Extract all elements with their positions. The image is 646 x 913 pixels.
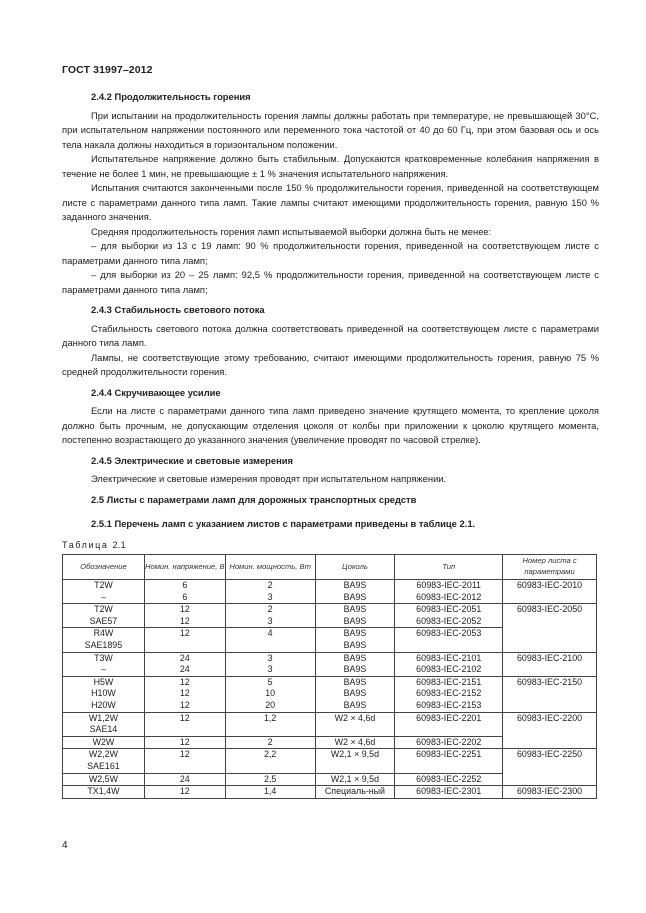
table-row	[63, 676, 597, 712]
cell-power-line: 20	[265, 699, 276, 710]
cell-designation-line: R4W	[93, 628, 114, 639]
paragraph: Испытания считаются законченными после 150 % продолжительности горения, приведенной на соответствующем листе с параметрами данного типа ламп. Такие лампы считают имеющими продолжительность горения, равную 150 % заданного значения.	[62, 182, 599, 222]
list-item: – для выборки из 20 – 25 ламп: 92,5 % продолжительности горения, приведенной на соответствующем листе с параметрами данного типа ламп;	[62, 269, 599, 295]
cell-type-line: 60983-IEC-2012	[416, 591, 482, 602]
cell-designation-line: H5W	[93, 676, 114, 687]
cell-type	[395, 736, 503, 749]
cell-voltage-line: 6	[182, 580, 188, 590]
cell-type	[395, 676, 503, 712]
cell-power	[225, 580, 315, 604]
cell-type	[395, 786, 503, 799]
cell-designation	[63, 786, 145, 799]
paragraph: Лампы, не соответствующие этому требованию, считают имеющими продолжительность горения, равную 75 % средней продолжительности горения.	[62, 351, 599, 377]
cell-voltage-line: 12	[179, 688, 190, 699]
cell-base-line: BA9S	[343, 688, 367, 699]
paragraph: Электрические и световые измерения проводят при испытательном напряжении.	[91, 473, 447, 484]
cell-power	[225, 712, 315, 736]
header-designation: Обозначение	[63, 555, 145, 580]
cell-voltage-line: 12	[179, 749, 190, 760]
cell-base-line: BA9S	[343, 652, 367, 663]
cell-voltage	[144, 628, 225, 652]
cell-type-line: 60983-IEC-2052	[416, 615, 482, 626]
cell-designation-line: SAE1895	[84, 639, 123, 650]
cell-voltage	[144, 652, 225, 676]
cell-power-line: 2	[267, 736, 273, 747]
cell-base	[315, 628, 395, 652]
cell-designation-line: W2W	[92, 736, 115, 747]
cell-power-line: 3	[267, 652, 273, 663]
cell-power	[225, 676, 315, 712]
cell-designation-line: H20W	[91, 699, 116, 710]
cell-sheet-number: 60983-IEC-2200	[503, 712, 597, 749]
cell-base-line: Специаль-ный	[324, 786, 386, 797]
cell-designation-line: SAE14	[89, 724, 118, 735]
cell-base	[315, 712, 395, 736]
cell-sheet-number: 60983-IEC-2010	[503, 580, 597, 604]
cell-base	[315, 676, 395, 712]
cell-base-line: BA9S	[343, 628, 367, 639]
cell-voltage-line: 12	[179, 786, 190, 797]
cell-power-line: 2	[267, 580, 273, 590]
cell-designation-line: W1,2W	[88, 712, 118, 723]
cell-power-line: 1,4	[263, 786, 277, 797]
cell-power-line: 2	[267, 604, 273, 615]
cell-voltage	[144, 712, 225, 736]
cell-power-line: 2,2	[263, 749, 277, 760]
paragraph: Если на листе с параметрами данного типа ламп приведено значение крутящего момента, то крепление цоколя должно быть прочным, не допускающим отделения цоколя от колбы при приложении к цоколю крутящего момента, постепенно возрастающего до указанного значения (увеличение проводят по часовой стрелке).	[62, 405, 599, 445]
paragraph: Испытательное напряжение должно быть стабильным. Допускаются кратковременные колебания напряжения в течение не более 1 мин, не превышающие ± 1 % значения испытательного напряжения.	[62, 153, 599, 179]
table-caption-number: 2.1	[112, 539, 126, 550]
cell-voltage-line: 12	[179, 736, 190, 747]
cell-type-line: 60983-IEC-2251	[416, 749, 482, 760]
section-heading-2-5: 2.5 Листы с параметрами ламп для дорожных транспортных средств	[91, 493, 417, 505]
header-base: Цоколь	[315, 555, 395, 580]
cell-voltage	[144, 676, 225, 712]
table-row	[63, 580, 597, 604]
cell-voltage-line: 6	[182, 591, 188, 602]
cell-designation-line: SAE161	[87, 760, 120, 771]
cell-sheet-number: 60983-IEC-2150	[503, 676, 597, 712]
cell-designation	[63, 736, 145, 749]
cell-voltage-line: 24	[179, 664, 190, 675]
cell-voltage-line: 12	[179, 676, 190, 687]
table-row	[63, 749, 597, 773]
cell-base-line: BA9S	[343, 604, 367, 615]
cell-designation-line: W2,2W	[88, 749, 118, 760]
cell-type-line: 60983-IEC-2153	[416, 699, 482, 710]
cell-power	[225, 628, 315, 652]
cell-designation-line: –	[100, 664, 106, 675]
list-item: – для выборки из 13 с 19 ламп: 90 % продолжительности горения, приведенной на соответствующем листе с параметрами данного типа ламп;	[62, 240, 599, 266]
cell-type	[395, 712, 503, 736]
table-row	[63, 786, 597, 799]
cell-sheet-number: 60983-IEC-2250	[503, 749, 597, 786]
cell-designation-line: SAE57	[89, 615, 118, 626]
page-number: 4	[62, 840, 68, 851]
cell-type	[395, 604, 503, 628]
cell-voltage	[144, 736, 225, 749]
section-heading-2-5-1: 2.5.1 Перечень ламп с указанием листов с параметрами приведены в таблице 2.1.	[91, 518, 476, 529]
cell-base	[315, 786, 395, 799]
cell-base	[315, 604, 395, 628]
cell-base-line: BA9S	[343, 699, 367, 710]
lamp-table	[62, 554, 597, 799]
cell-base	[315, 652, 395, 676]
cell-power-line: 5	[267, 676, 273, 687]
cell-sheet-number: 60983-IEC-2050	[503, 604, 597, 652]
document-body	[62, 90, 599, 799]
cell-base-line: W2 × 4,6d	[334, 712, 376, 723]
cell-power-line: 3	[267, 615, 273, 626]
cell-designation	[63, 773, 145, 786]
table-header-row	[63, 555, 597, 580]
header-sheet-number: Номер листа с параметрами	[503, 555, 597, 580]
cell-voltage-line: 12	[179, 699, 190, 710]
cell-base	[315, 773, 395, 786]
cell-base-line: W2 × 4,6d	[334, 736, 376, 747]
cell-power	[225, 786, 315, 799]
cell-base-line: BA9S	[343, 615, 367, 626]
cell-designation-line: –	[100, 591, 106, 602]
cell-designation	[63, 712, 145, 736]
cell-designation	[63, 580, 145, 604]
cell-voltage-line: 12	[179, 615, 190, 626]
cell-voltage	[144, 580, 225, 604]
cell-type-line: 60983-IEC-2301	[416, 786, 482, 797]
header-type: Тип	[395, 555, 503, 580]
table-row	[63, 652, 597, 676]
cell-type-line: 60983-IEC-2252	[416, 773, 482, 784]
cell-designation-line: T2W	[94, 604, 113, 615]
cell-designation	[63, 628, 145, 652]
cell-power-line: 1,2	[263, 712, 277, 723]
header-power: Номин. мощность, Вт	[225, 555, 315, 580]
table-row	[63, 604, 597, 628]
cell-type	[395, 749, 503, 773]
cell-base-line: BA9S	[343, 676, 367, 687]
cell-type	[395, 652, 503, 676]
cell-designation	[63, 676, 145, 712]
cell-voltage-line: 24	[179, 652, 190, 663]
cell-power-line: 2,5	[263, 773, 277, 784]
cell-designation-line: T2W	[94, 580, 113, 590]
table-body	[63, 580, 597, 799]
cell-base-line: W2,1 × 9,5d	[330, 749, 380, 760]
cell-base	[315, 580, 395, 604]
cell-type	[395, 580, 503, 604]
cell-voltage-line: 12	[179, 628, 190, 639]
cell-type-line: 60983-IEC-2202	[416, 736, 482, 747]
cell-designation-line: T3W	[94, 652, 113, 663]
cell-power-line: 3	[267, 591, 273, 602]
paragraph: Средняя продолжительность горения ламп испытываемой выборки должна быть не менее:	[91, 225, 492, 237]
header-voltage: Номин. напряжение, В	[144, 555, 225, 580]
cell-type-line: 60983-IEC-2053	[416, 628, 482, 639]
section-heading-2-4-4: 2.4.4 Скручивающее усилие	[91, 386, 221, 398]
cell-type-line: 60983-IEC-2051	[416, 604, 482, 615]
cell-voltage	[144, 604, 225, 628]
cell-type-line: 60983-IEC-2011	[416, 580, 481, 590]
cell-designation	[63, 749, 145, 773]
cell-designation	[63, 604, 145, 628]
cell-base-line: W2,1 × 9,5d	[330, 773, 380, 784]
cell-power	[225, 749, 315, 773]
cell-type-line: 60983-IEC-2152	[416, 688, 482, 699]
cell-type-line: 60983-IEC-2102	[416, 664, 482, 675]
cell-voltage	[144, 773, 225, 786]
cell-base-line: BA9S	[343, 664, 367, 675]
cell-base-line: BA9S	[343, 580, 367, 590]
cell-type	[395, 628, 503, 652]
table-caption	[62, 538, 599, 553]
cell-designation-line: W2,5W	[88, 773, 118, 784]
document-header: ГОСТ 31997–2012	[62, 64, 153, 76]
section-heading-2-4-2: 2.4.2 Продолжительность горения	[91, 91, 251, 102]
cell-power-line: 3	[267, 664, 273, 675]
cell-type-line: 60983-IEC-2201	[416, 712, 482, 723]
table-row	[63, 712, 597, 736]
cell-sheet-number: 60983-IEC-2300	[503, 786, 597, 799]
section-heading-2-4-5: 2.4.5 Электрические и световые измерения	[91, 454, 294, 466]
cell-base-line: BA9S	[343, 591, 367, 602]
cell-type	[395, 773, 503, 786]
cell-power-line: 10	[265, 688, 276, 699]
cell-voltage	[144, 749, 225, 773]
cell-base-line: BA9S	[343, 639, 367, 650]
cell-base	[315, 749, 395, 773]
cell-base	[315, 736, 395, 749]
cell-voltage	[144, 786, 225, 799]
cell-voltage-line: 12	[179, 712, 190, 723]
cell-sheet-number: 60983-IEC-2100	[503, 652, 597, 676]
cell-power	[225, 652, 315, 676]
cell-type-line: 60983-IEC-2101	[416, 652, 482, 663]
cell-designation-line: TX1,4W	[87, 786, 120, 797]
cell-type-line: 60983-IEC-2151	[416, 676, 482, 687]
cell-power	[225, 604, 315, 628]
cell-power	[225, 736, 315, 749]
paragraph: При испытании на продолжительность горения лампы должны работать при температуре, не превышающей 30°С, при испытательном напряжении постоянного или переменного тока частотой от 40 до 60 Гц, при этом базовая ось и ось тела накала должны находиться в горизонтальном положении.	[62, 109, 599, 150]
cell-designation	[63, 652, 145, 676]
cell-voltage-line: 24	[179, 773, 190, 784]
cell-power	[225, 773, 315, 786]
paragraph: Стабильность светового потока должна соответствовать приведенной на соответствующем листе с параметрами данного типа ламп.	[62, 322, 599, 348]
cell-voltage-line: 12	[179, 604, 190, 615]
section-heading-2-4-3: 2.4.3 Стабильность светового потока	[91, 304, 265, 315]
cell-designation-line: H10W	[91, 688, 116, 699]
table-caption-word: Таблица	[62, 539, 109, 550]
cell-power-line: 4	[267, 628, 273, 639]
